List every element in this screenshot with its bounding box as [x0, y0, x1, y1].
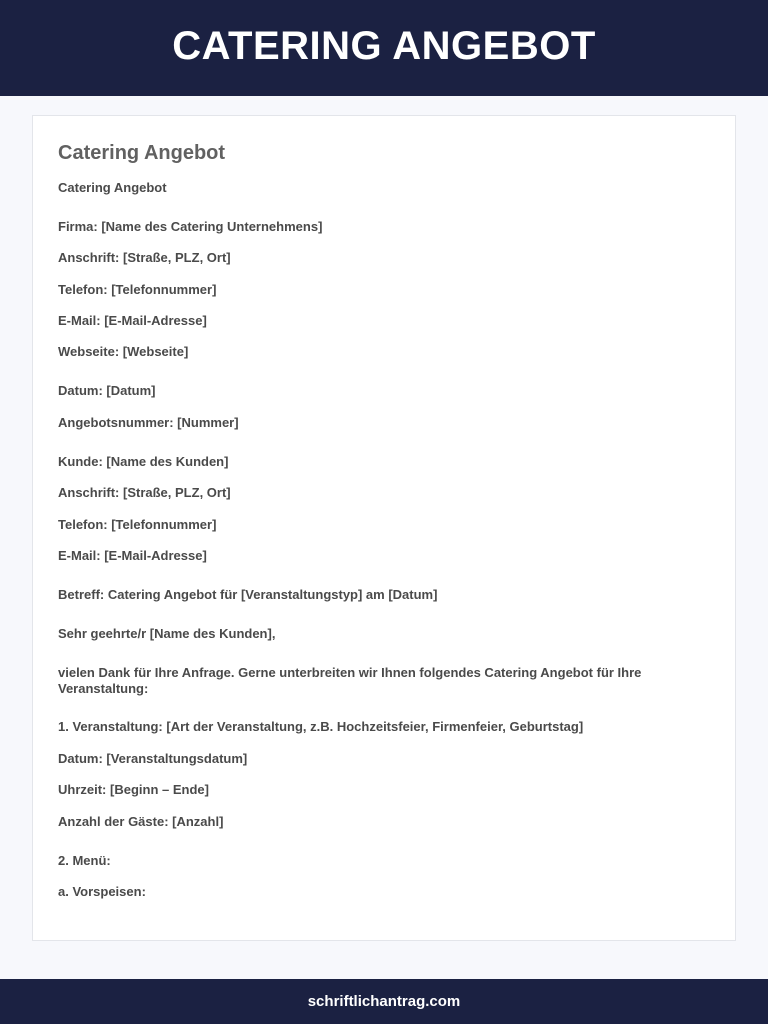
event-time-line: Uhrzeit: [Beginn – Ende] [58, 782, 209, 797]
salutation-line: Sehr geehrte/r [Name des Kunden], [58, 626, 276, 641]
offer-number-line: Angebotsnummer: [Nummer] [58, 415, 239, 430]
company-address-line: Anschrift: [Straße, PLZ, Ort] [58, 250, 231, 265]
event-type-line: 1. Veranstaltung: [Art der Veranstaltung, z.B. Hochzeitsfeier, Firmenfeier, Geburtstag] [58, 719, 584, 734]
menu-heading-line: 2. Menü: [58, 853, 111, 868]
date-line: Datum: [Datum] [58, 383, 156, 398]
subject-line: Betreff: Catering Angebot für [Veranstaltungstyp] am [Datum] [58, 587, 438, 602]
intro-paragraph: vielen Dank für Ihre Anfrage. Gerne unterbreiten wir Ihnen folgendes Catering Angebot für Ihre Veranstaltung: [58, 665, 642, 696]
company-website-line: Webseite: [Webseite] [58, 344, 189, 359]
customer-address-line: Anschrift: [Straße, PLZ, Ort] [58, 485, 231, 500]
company-email-line: E-Mail: [E-Mail-Adresse] [58, 313, 207, 328]
customer-phone-line: Telefon: [Telefonnummer] [58, 517, 217, 532]
document-heading: Catering Angebot [58, 142, 226, 164]
event-date-line: Datum: [Veranstaltungsdatum] [58, 751, 248, 766]
starters-line: a. Vorspeisen: [58, 884, 146, 899]
customer-name-line: Kunde: [Name des Kunden] [58, 454, 229, 469]
document-subtitle: Catering Angebot [58, 180, 167, 195]
page-title: CATERING ANGEBOT [172, 23, 596, 68]
footer-site-link[interactable]: schriftlichantrag.com [307, 993, 461, 1010]
page-header [0, 0, 768, 96]
customer-email-line: E-Mail: [E-Mail-Adresse] [58, 548, 207, 563]
page-footer [0, 979, 768, 1024]
company-phone-line: Telefon: [Telefonnummer] [58, 282, 217, 297]
guest-count-line: Anzahl der Gäste: [Anzahl] [58, 814, 224, 829]
company-name-line: Firma: [Name des Catering Unternehmens] [58, 219, 323, 234]
